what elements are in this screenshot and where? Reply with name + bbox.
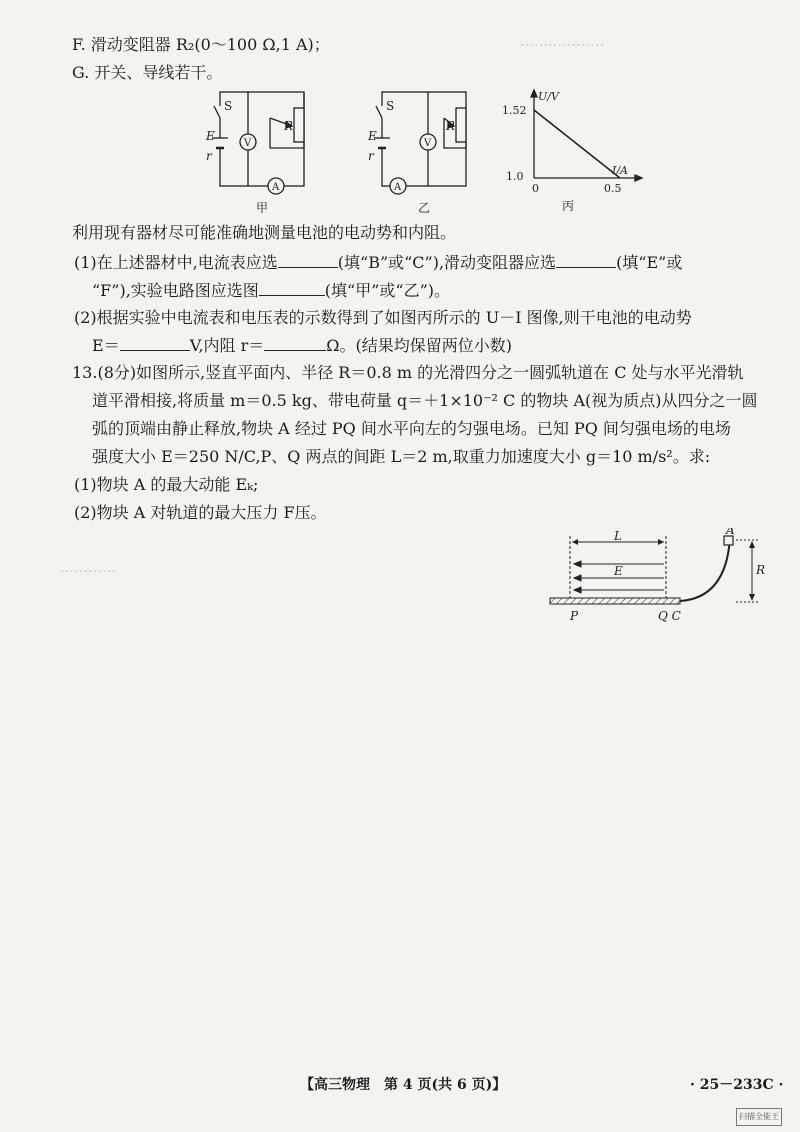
graph-caption: 丙 bbox=[562, 199, 575, 213]
q13-line4: 强度大小 E＝250 N/C,P、Q 两点的间距 L＝2 m,取重力加速度大小 g＝10 m/s²。求: bbox=[92, 447, 711, 466]
point-qc-label: Q C bbox=[658, 609, 681, 623]
q12-part1-line1 bbox=[74, 251, 682, 274]
q12-p1-text: (1)在上述器材中,电流表应选 bbox=[74, 253, 278, 272]
rheostat-label: R bbox=[446, 119, 456, 133]
y-tick-bottom: 1.0 bbox=[506, 170, 524, 183]
scanner-watermark: 扫描全能王 bbox=[736, 1108, 782, 1126]
voltmeter-label: V bbox=[244, 138, 252, 149]
radius-label: R bbox=[756, 563, 766, 577]
q12-p2-text: E＝ bbox=[92, 336, 120, 355]
ui-series-line bbox=[534, 110, 620, 178]
answer-blank[interactable] bbox=[556, 251, 616, 268]
circuit-caption: 乙 bbox=[418, 201, 431, 215]
ammeter-label: A bbox=[272, 182, 280, 193]
switch-label: S bbox=[386, 99, 395, 113]
q12-part1-line2 bbox=[92, 279, 450, 302]
switch-label: S bbox=[224, 99, 233, 113]
circuit-caption: 甲 bbox=[256, 201, 269, 215]
length-label: L bbox=[614, 529, 622, 543]
rheostat-label: R bbox=[284, 119, 294, 133]
y-axis-label: U/V bbox=[538, 90, 559, 103]
q12-p1-text: (填“B”或“C”),滑动变阻器应选 bbox=[337, 253, 557, 272]
q12-p1-text: (填“甲”或“乙”)。 bbox=[324, 281, 451, 300]
bleed-text: ………… bbox=[60, 560, 116, 576]
circuit-jia bbox=[200, 88, 320, 222]
q12-part2-line2 bbox=[92, 334, 512, 357]
q13-line3: 弧的顶端由静止释放,物块 A 经过 PQ 间水平向左的匀强电场。已知 PQ 间匀强电场的电场 bbox=[92, 419, 731, 438]
q13-part1: (1)物块 A 的最大动能 Eₖ; bbox=[74, 475, 259, 494]
q12-p1-text: (填“E”或 bbox=[616, 253, 683, 272]
answer-blank[interactable] bbox=[264, 334, 326, 351]
point-p-label: P bbox=[570, 609, 579, 623]
q13-line1: 13.(8分)如图所示,竖直平面内、半径 R＝0.8 m 的光滑四分之一圆弧轨道在 C 处与水平光滑轨 bbox=[72, 363, 744, 382]
x-axis-label: I/A bbox=[612, 164, 628, 177]
bleed-text: ……………… bbox=[520, 34, 604, 50]
q12-intro: 利用现有器材尽可能准确地测量电池的电动势和内阻。 bbox=[72, 223, 457, 242]
r-label: r bbox=[368, 149, 374, 163]
circuit-yi bbox=[362, 88, 482, 222]
r-label: r bbox=[206, 149, 212, 163]
exam-code: · 25－233C · bbox=[690, 1077, 784, 1093]
block-label: A bbox=[726, 528, 735, 537]
voltmeter-label: V bbox=[424, 138, 432, 149]
q13-figure bbox=[540, 528, 780, 632]
q13-part2: (2)物块 A 对轨道的最大压力 F压。 bbox=[74, 503, 327, 522]
q13-line2: 道平滑相接,将质量 m＝0.5 kg、带电荷量 q＝＋1×10⁻² C 的物块 A(视为质点)从四分之一圆 bbox=[92, 391, 758, 410]
x-tick-end: 0.5 bbox=[604, 182, 622, 195]
q12-p2-text: V,内阻 r＝ bbox=[189, 336, 265, 355]
answer-blank[interactable] bbox=[120, 334, 190, 351]
ui-graph bbox=[500, 88, 650, 222]
emf-label: E bbox=[206, 129, 215, 143]
x-tick-zero: 0 bbox=[532, 182, 539, 195]
q12-part2-line1: (2)根据实验中电流表和电压表的示数得到了如图丙所示的 U－I 图像,则干电池的电动势 bbox=[74, 308, 692, 327]
item-f: F. 滑动变阻器 R₂(0～100 Ω,1 A)； bbox=[72, 35, 330, 54]
y-tick-top: 1.52 bbox=[502, 104, 527, 117]
item-g: G. 开关、导线若干。 bbox=[72, 63, 223, 82]
footer-title: 【高三物理 第 4 页(共 6 页)】 bbox=[300, 1077, 507, 1093]
q12-p2-text: Ω。(结果均保留两位小数) bbox=[326, 336, 513, 355]
field-label: E bbox=[614, 564, 623, 578]
q12-p1-text: “F”),实验电路图应选图 bbox=[92, 281, 259, 300]
answer-blank[interactable] bbox=[278, 251, 338, 268]
emf-label: E bbox=[368, 129, 377, 143]
ammeter-label: A bbox=[394, 182, 402, 193]
answer-blank[interactable] bbox=[259, 279, 325, 296]
